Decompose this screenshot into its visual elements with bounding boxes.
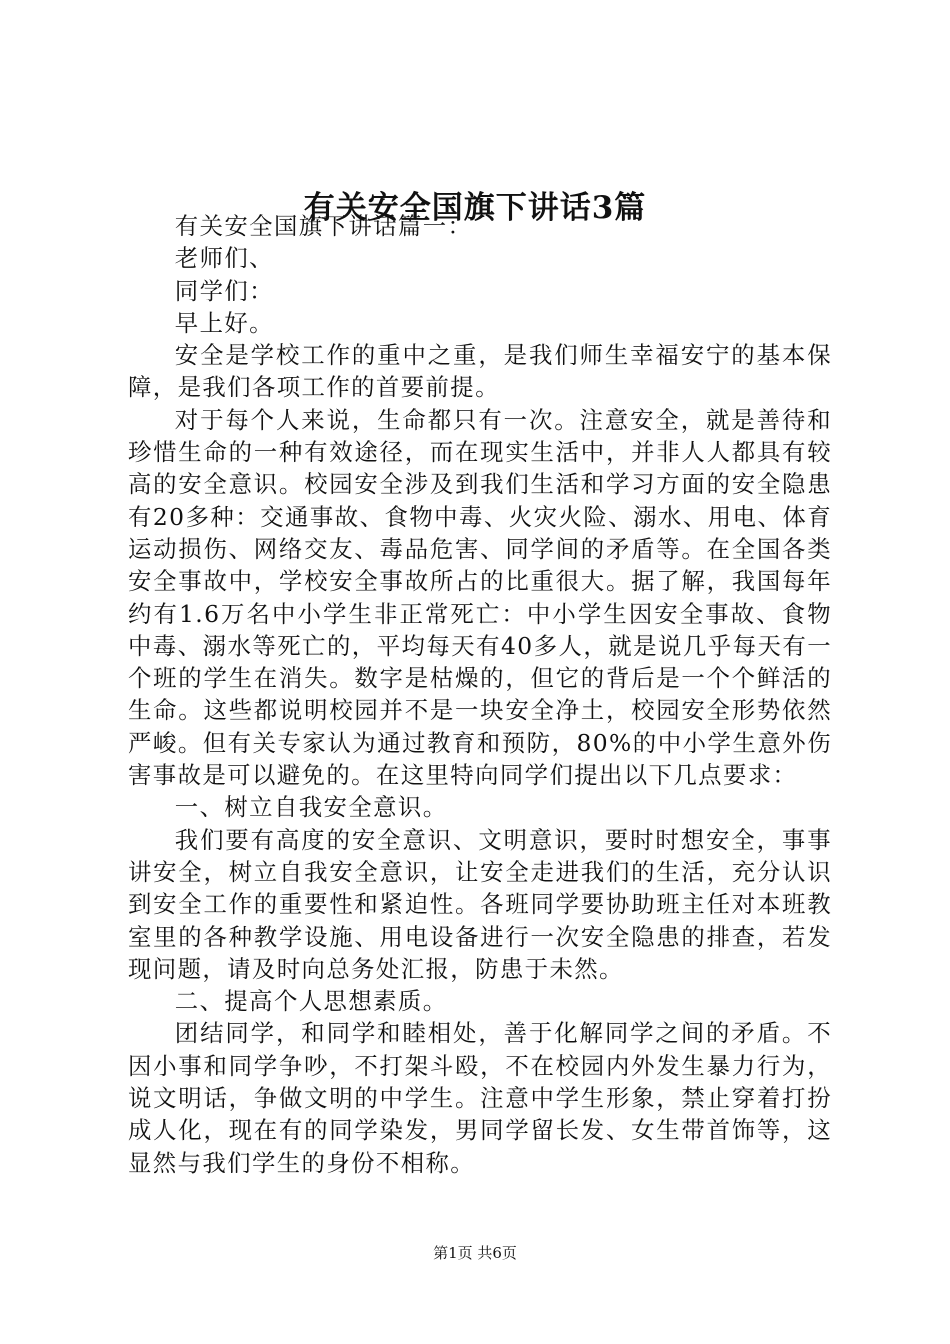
document-title: 有关安全国旗下讲话3篇 (303, 190, 647, 226)
paragraph-salutation-students: 同学们： (174, 276, 274, 305)
paragraph-main: 对于每个人来说，生命都只有一次。注意安全，就是善待和珍惜生命的一种有效途径，而在现实生活中，并非人人都具有较高的安全意识。校园安全涉及到我们生活和学习方面的安全隐患有20多种：交通事故、食物中毒、火灾火险、溺水、用电、体育运动损伤、网络交友、毒品危害、同学间的矛盾等。在全国各类安全事故中，学校安全事故所占的比重很大。据了解，我国每年约有1.6万名中小学生非正常死亡：中小学生因安全事故、食物中毒、溺水等死亡的，平均每天有40多人，就是说几乎每天有一个班的学生在消失。数字是枯燥的，但它的背后是一个个鲜活的生命。这些都说明校园并不是一块安全净土，校园安全形势依然严峻。但有关专家认为通过教育和预防，80%的中小学生意外伤害事故是可以避免的。在这里特向同学们提出以下几点要求： (128, 405, 832, 790)
paragraph-intro: 安全是学校工作的重中之重，是我们师生幸福安宁的基本保障，是我们各项工作的首要前提。 (128, 341, 832, 402)
document-body (128, 210, 832, 1179)
paragraph-greeting: 早上好。 (174, 308, 274, 337)
paragraph-point-one: 一、树立自我安全意识。 (174, 793, 448, 822)
paragraph-point-two-body: 团结同学，和同学和睦相处，善于化解同学之间的矛盾。不因小事和同学争吵，不打架斗殴，不在校园内外发生暴力行为，说文明话，争做文明的中学生。注意中学生形象，禁止穿着打扮成人化，现在有的同学染发，男同学留长发、女生带首饰等，这显然与我们学生的身份不相称。 (128, 1019, 832, 1177)
paragraph-point-two: 二、提高个人思想素质。 (174, 987, 448, 1016)
paragraph-point-one-body: 我们要有高度的安全意识、文明意识，要时时想安全，事事讲安全，树立自我安全意识，让安全走进我们的生活，充分认识到安全工作的重要性和紧迫性。各班同学要协助班主任对本班教室里的各种教学设施、用电设备进行一次安全隐患的排查，若发现问题，请及时向总务处汇报，防患于未然。 (128, 825, 832, 983)
page-footer: 第1页 共6页 (433, 1244, 517, 1262)
paragraph-heading: 有关安全国旗下讲话篇一： (174, 212, 473, 240)
paragraph-salutation-teachers: 老师们、 (174, 244, 274, 273)
